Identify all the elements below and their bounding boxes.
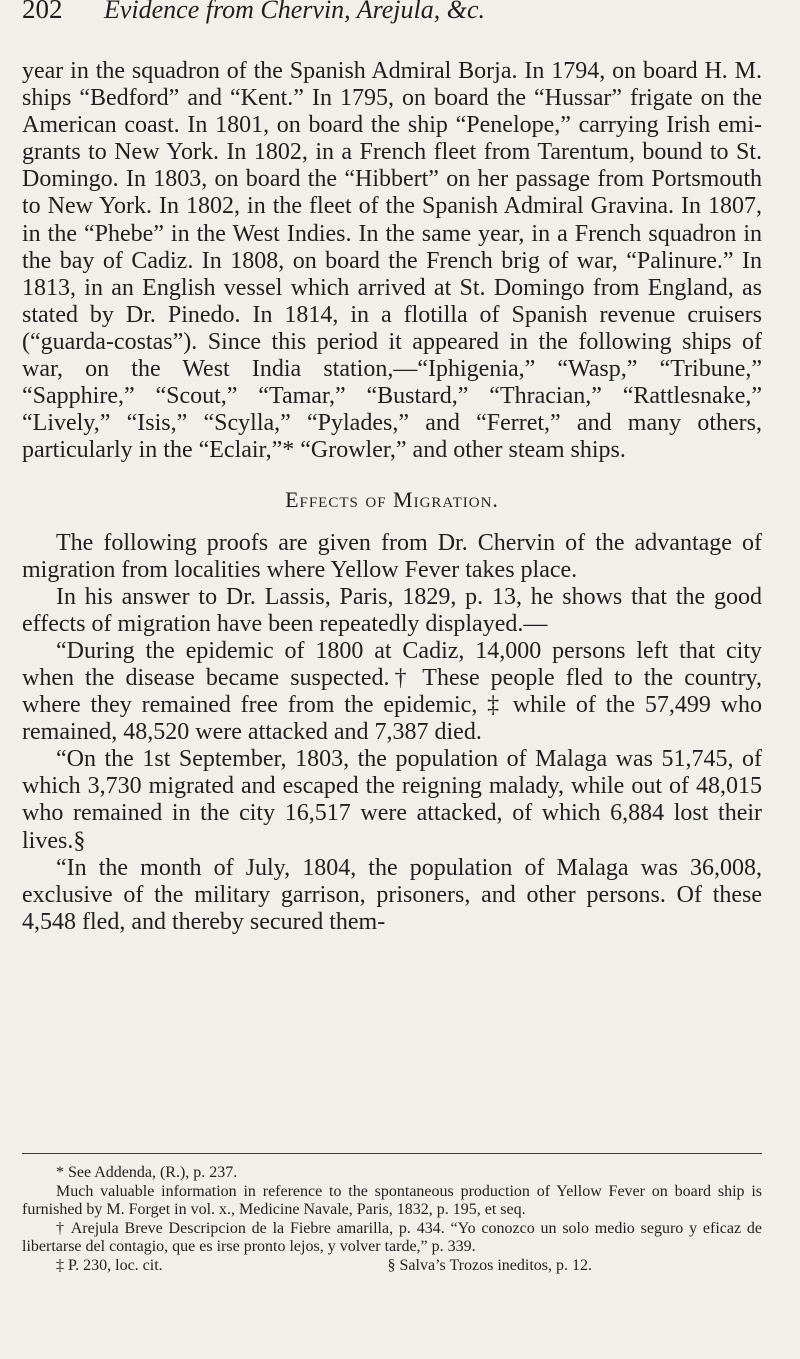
footnote: § Salva’s Trozos ineditos, p. 12. <box>387 1256 592 1274</box>
body-paragraph: “During the epidemic of 1800 at Cadiz, 14,000 persons left that city when the disease became suspected.† These people fled to the country, where they remained free from the epidemic, ‡ while of the 57,499 who remained, 48,520 were attacked and 7,387 died. <box>22 637 762 746</box>
footnote: * See Addenda, (R.), p. 237. <box>56 1164 238 1181</box>
footnote: † Arejula Breve Descripcion de la Fiebre amarilla, p. 434. “Yo conozco un solo medio seguro y eficaz de libertarse del contagio, que es irse pronto lejos, y volver tarde,” p. 339. <box>22 1219 762 1255</box>
body-paragraph: “On the 1st September, 1803, the population of Malaga was 51,745, of which 3,730 migrated and escaped the reigning malady, while out of 48,015 who remained in the city 16,517 were attacked, of which 6,884 lost their lives.§ <box>22 746 762 854</box>
body-paragraph: “In the month of July, 1804, the population of Malaga was 36,008, exclusive of the military garrison, prisoners, and other persons. Of these 4,548 fled, and thereby secured them- <box>22 854 762 935</box>
page-number: 202 <box>22 0 63 24</box>
body-paragraph: year in the squadron of the Spanish Admiral Borja. In 1794, on board H. M. ships “Bedford” and “Kent.” In 1795, on board the “Hussar” frigate on the American coast. In 1801, on board the ship “Penelope,” carrying Irish emigrants to New York. In 1802, in a French fleet from Tarentum, bound to St. Domingo. In 1803, on board the “Hibbert” on her passage from Portsmouth to New York. In 1802, in the fleet of the Spanish Admiral Gravina. In 1807, in the “Phebe” in the West Indies. In the same year, in a French squadron in the bay of Cadiz. In 1808, on board the French brig of war, “Palinure.” In 1813, in an English vessel which arrived at St. Domingo from England, as stated by Dr. Pinedo. In 1814, in a flotilla of Spanish revenue cruisers (“guarda-costas”). Since this period it appeared in the following ships of war, on the West India station,—“Iphigenia,” “Wasp,” “Tribune,” “Sapphire,” “Scout,” “Tamar,” “Bustard,” “Thracian,” “Rattlesnake,” “Lively,” “Isis,” “Scylla,” “Pylades,” and “Ferret,” and many others, particularly in the “Eclair,”* “Growler,” and other steam ships. <box>22 58 762 464</box>
book-page <box>22 0 778 1359</box>
footnote: ‡ P. 230, loc. cit. <box>56 1256 163 1274</box>
body-paragraph: The following proofs are given from Dr. Chervin of the advantage of migration from localities where Yellow Fever takes place. <box>22 529 762 583</box>
footnote-row <box>22 1257 592 1276</box>
footnote-divider <box>22 1153 762 1154</box>
body-text <box>22 58 762 936</box>
body-paragraph: In his answer to Dr. Lassis, Paris, 1829, p. 13, he shows that the good effects of migration have been repeatedly displayed.— <box>22 583 762 637</box>
footnote: Much valuable information in reference to the spontaneous production of Yellow Fever on board ship is furnished by M. Forget in vol. x., Medicine Navale, Paris, 1832, p. 195, et seq. <box>22 1182 762 1218</box>
running-head <box>22 0 742 32</box>
running-title: Evidence from Chervin, Arejula, &c. <box>104 0 485 24</box>
section-heading: Effects of Migration. <box>285 487 499 513</box>
footnotes <box>22 1164 762 1275</box>
